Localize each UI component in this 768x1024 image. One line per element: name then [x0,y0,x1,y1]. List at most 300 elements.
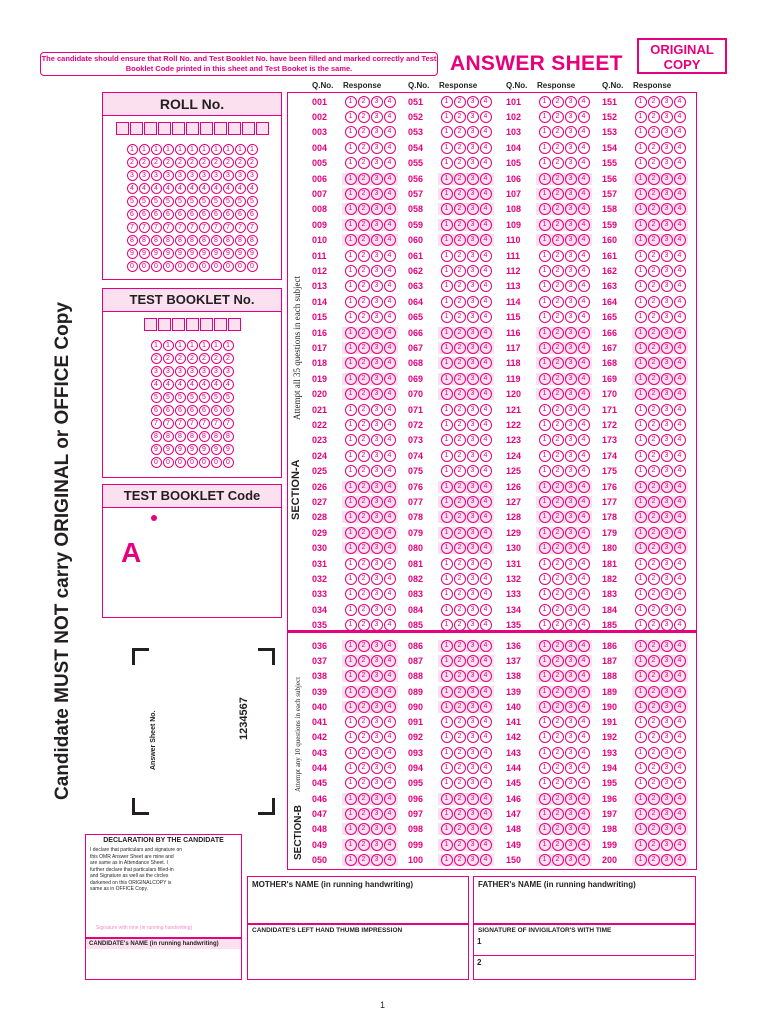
option-bubble[interactable]: 2 [454,573,466,585]
option-bubble[interactable]: 2 [648,126,660,138]
option-bubble[interactable]: 4 [384,573,396,585]
option-bubble[interactable]: 1 [635,670,647,682]
option-bubble[interactable]: 3 [371,527,383,539]
option-bubble[interactable]: 2 [454,265,466,277]
option-bubble[interactable]: 1 [539,465,551,477]
digit-bubble[interactable]: 0 [187,261,198,272]
digit-bubble[interactable]: 1 [187,340,198,351]
option-bubble[interactable]: 1 [635,640,647,652]
option-bubble[interactable]: 1 [345,823,357,835]
option-bubble[interactable]: 2 [552,655,564,667]
digit-bubble[interactable]: 6 [175,405,186,416]
option-bubble[interactable]: 1 [345,357,357,369]
option-bubble[interactable]: 4 [480,619,492,631]
option-bubble[interactable]: 3 [565,173,577,185]
option-bubble[interactable]: 2 [454,111,466,123]
option-bubble[interactable]: 2 [454,434,466,446]
option-bubble[interactable]: 3 [371,777,383,789]
option-bubble[interactable]: 3 [661,296,673,308]
option-bubble[interactable]: 3 [371,465,383,477]
option-bubble[interactable]: 4 [480,604,492,616]
option-bubble[interactable]: 4 [384,854,396,866]
write-in-box[interactable] [228,122,241,135]
option-bubble[interactable]: 3 [565,655,577,667]
option-bubble[interactable]: 2 [454,588,466,600]
option-bubble[interactable]: 2 [454,311,466,323]
digit-bubble[interactable]: 1 [151,340,162,351]
option-bubble[interactable]: 3 [661,126,673,138]
option-bubble[interactable]: 3 [371,793,383,805]
option-bubble[interactable]: 1 [441,588,453,600]
option-bubble[interactable]: 2 [454,808,466,820]
option-bubble[interactable]: 4 [578,357,590,369]
option-bubble[interactable]: 3 [661,173,673,185]
option-bubble[interactable]: 2 [358,573,370,585]
digit-bubble[interactable]: 1 [235,144,246,155]
option-bubble[interactable]: 1 [345,142,357,154]
option-bubble[interactable]: 2 [454,686,466,698]
option-bubble[interactable]: 3 [565,142,577,154]
option-bubble[interactable]: 2 [552,496,564,508]
write-in-box[interactable] [186,122,199,135]
digit-bubble[interactable]: 6 [151,209,162,220]
option-bubble[interactable]: 4 [384,527,396,539]
option-bubble[interactable]: 2 [552,511,564,523]
option-bubble[interactable]: 2 [552,126,564,138]
option-bubble[interactable]: 2 [552,604,564,616]
option-bubble[interactable]: 2 [358,434,370,446]
option-bubble[interactable]: 4 [480,126,492,138]
digit-bubble[interactable]: 6 [163,405,174,416]
digit-bubble[interactable]: 0 [151,261,162,272]
option-bubble[interactable]: 1 [539,250,551,262]
option-bubble[interactable]: 2 [358,619,370,631]
option-bubble[interactable]: 3 [661,839,673,851]
digit-bubble[interactable]: 6 [223,405,234,416]
option-bubble[interactable]: 2 [552,250,564,262]
option-bubble[interactable]: 4 [578,296,590,308]
option-bubble[interactable]: 3 [565,203,577,215]
option-bubble[interactable]: 4 [578,434,590,446]
option-bubble[interactable]: 2 [358,388,370,400]
digit-bubble[interactable]: 9 [163,248,174,259]
option-bubble[interactable]: 3 [371,96,383,108]
option-bubble[interactable]: 1 [539,203,551,215]
option-bubble[interactable]: 1 [441,280,453,292]
option-bubble[interactable]: 2 [552,747,564,759]
option-bubble[interactable]: 1 [539,188,551,200]
option-bubble[interactable]: 4 [384,373,396,385]
option-bubble[interactable]: 3 [371,157,383,169]
option-bubble[interactable]: 1 [345,558,357,570]
option-bubble[interactable]: 4 [384,670,396,682]
option-bubble[interactable]: 4 [674,747,686,759]
option-bubble[interactable]: 2 [358,126,370,138]
option-bubble[interactable]: 4 [384,701,396,713]
digit-bubble[interactable]: 2 [199,353,210,364]
option-bubble[interactable]: 3 [565,808,577,820]
option-bubble[interactable]: 3 [565,342,577,354]
option-bubble[interactable]: 3 [661,527,673,539]
option-bubble[interactable]: 4 [384,762,396,774]
option-bubble[interactable]: 2 [454,854,466,866]
option-bubble[interactable]: 3 [467,280,479,292]
option-bubble[interactable]: 3 [565,777,577,789]
option-bubble[interactable]: 3 [565,280,577,292]
option-bubble[interactable]: 2 [358,527,370,539]
option-bubble[interactable]: 4 [674,481,686,493]
option-bubble[interactable]: 3 [467,96,479,108]
digit-bubble[interactable]: 0 [175,261,186,272]
digit-bubble[interactable]: 7 [175,222,186,233]
option-bubble[interactable]: 4 [480,793,492,805]
option-bubble[interactable]: 1 [345,762,357,774]
option-bubble[interactable]: 4 [578,96,590,108]
option-bubble[interactable]: 2 [358,404,370,416]
option-bubble[interactable]: 3 [661,558,673,570]
option-bubble[interactable]: 1 [539,419,551,431]
digit-bubble[interactable]: 4 [175,379,186,390]
option-bubble[interactable]: 1 [635,716,647,728]
option-bubble[interactable]: 2 [552,481,564,493]
option-bubble[interactable]: 2 [358,701,370,713]
option-bubble[interactable]: 2 [552,823,564,835]
option-bubble[interactable]: 2 [552,619,564,631]
option-bubble[interactable]: 3 [467,342,479,354]
option-bubble[interactable]: 3 [565,234,577,246]
option-bubble[interactable]: 2 [552,808,564,820]
option-bubble[interactable]: 2 [454,823,466,835]
digit-bubble[interactable]: 9 [175,444,186,455]
option-bubble[interactable]: 1 [345,793,357,805]
option-bubble[interactable]: 3 [661,542,673,554]
option-bubble[interactable]: 3 [467,808,479,820]
option-bubble[interactable]: 2 [454,747,466,759]
option-bubble[interactable]: 4 [674,327,686,339]
digit-bubble[interactable]: 7 [199,222,210,233]
digit-bubble[interactable]: 1 [247,144,258,155]
option-bubble[interactable]: 1 [635,219,647,231]
option-bubble[interactable]: 3 [565,96,577,108]
invigilator-signature-box[interactable] [473,924,696,980]
option-bubble[interactable]: 3 [661,854,673,866]
option-bubble[interactable]: 4 [674,762,686,774]
digit-bubble[interactable]: 6 [211,405,222,416]
option-bubble[interactable]: 2 [648,173,660,185]
option-bubble[interactable]: 4 [674,640,686,652]
option-bubble[interactable]: 3 [661,419,673,431]
option-bubble[interactable]: 3 [371,373,383,385]
digit-bubble[interactable]: 0 [163,261,174,272]
digit-bubble[interactable]: 6 [187,405,198,416]
option-bubble[interactable]: 1 [345,203,357,215]
option-bubble[interactable]: 3 [565,573,577,585]
option-bubble[interactable]: 1 [539,839,551,851]
option-bubble[interactable]: 2 [358,296,370,308]
option-bubble[interactable]: 3 [371,604,383,616]
option-bubble[interactable]: 2 [648,777,660,789]
option-bubble[interactable]: 3 [371,234,383,246]
option-bubble[interactable]: 1 [635,157,647,169]
option-bubble[interactable]: 2 [358,280,370,292]
digit-bubble[interactable]: 1 [127,144,138,155]
option-bubble[interactable]: 1 [441,311,453,323]
option-bubble[interactable]: 2 [552,219,564,231]
option-bubble[interactable]: 3 [371,450,383,462]
option-bubble[interactable]: 2 [358,655,370,667]
option-bubble[interactable]: 2 [648,434,660,446]
option-bubble[interactable]: 1 [345,311,357,323]
option-bubble[interactable]: 2 [454,558,466,570]
option-bubble[interactable]: 2 [552,731,564,743]
option-bubble[interactable]: 2 [454,731,466,743]
option-bubble[interactable]: 3 [371,542,383,554]
option-bubble[interactable]: 4 [674,96,686,108]
option-bubble[interactable]: 3 [467,388,479,400]
option-bubble[interactable]: 1 [441,481,453,493]
digit-bubble[interactable]: 7 [187,222,198,233]
option-bubble[interactable]: 4 [384,823,396,835]
option-bubble[interactable]: 1 [635,142,647,154]
digit-bubble[interactable]: 1 [199,144,210,155]
option-bubble[interactable]: 3 [565,450,577,462]
option-bubble[interactable]: 1 [345,481,357,493]
option-bubble[interactable]: 1 [635,404,647,416]
option-bubble[interactable]: 3 [565,388,577,400]
option-bubble[interactable]: 3 [371,250,383,262]
option-bubble[interactable]: 3 [565,619,577,631]
option-bubble[interactable]: 4 [384,327,396,339]
option-bubble[interactable]: 2 [648,747,660,759]
option-bubble[interactable]: 3 [467,604,479,616]
option-bubble[interactable]: 3 [371,265,383,277]
option-bubble[interactable]: 3 [467,716,479,728]
option-bubble[interactable]: 4 [480,265,492,277]
digit-bubble[interactable]: 2 [151,157,162,168]
option-bubble[interactable]: 1 [539,404,551,416]
digit-bubble[interactable]: 8 [139,235,150,246]
option-bubble[interactable]: 3 [565,496,577,508]
option-bubble[interactable]: 4 [384,126,396,138]
option-bubble[interactable]: 2 [552,373,564,385]
option-bubble[interactable]: 3 [467,373,479,385]
option-bubble[interactable]: 3 [661,762,673,774]
option-bubble[interactable]: 4 [674,496,686,508]
option-bubble[interactable]: 2 [358,640,370,652]
option-bubble[interactable]: 1 [345,839,357,851]
option-bubble[interactable]: 4 [480,250,492,262]
option-bubble[interactable]: 4 [674,573,686,585]
option-bubble[interactable]: 2 [358,604,370,616]
digit-bubble[interactable]: 9 [163,444,174,455]
option-bubble[interactable]: 4 [480,527,492,539]
option-bubble[interactable]: 1 [441,157,453,169]
option-bubble[interactable]: 3 [661,250,673,262]
option-bubble[interactable]: 3 [467,511,479,523]
digit-bubble[interactable]: 1 [187,144,198,155]
option-bubble[interactable]: 3 [467,793,479,805]
digit-bubble[interactable]: 7 [139,222,150,233]
option-bubble[interactable]: 2 [358,731,370,743]
option-bubble[interactable]: 4 [578,701,590,713]
option-bubble[interactable]: 3 [661,203,673,215]
option-bubble[interactable]: 1 [539,96,551,108]
digit-bubble[interactable]: 7 [247,222,258,233]
digit-bubble[interactable]: 5 [187,196,198,207]
digit-bubble[interactable]: 0 [151,457,162,468]
option-bubble[interactable]: 2 [648,404,660,416]
option-bubble[interactable]: 4 [480,219,492,231]
option-bubble[interactable]: 2 [552,686,564,698]
option-bubble[interactable]: 2 [454,450,466,462]
option-bubble[interactable]: 4 [578,793,590,805]
option-bubble[interactable]: 2 [552,793,564,805]
option-bubble[interactable]: 2 [552,527,564,539]
option-bubble[interactable]: 1 [345,747,357,759]
option-bubble[interactable]: 4 [674,511,686,523]
option-bubble[interactable]: 3 [371,111,383,123]
option-bubble[interactable]: 3 [467,762,479,774]
option-bubble[interactable]: 3 [371,434,383,446]
option-bubble[interactable]: 2 [552,465,564,477]
option-bubble[interactable]: 3 [661,388,673,400]
option-bubble[interactable]: 1 [345,496,357,508]
option-bubble[interactable]: 4 [674,777,686,789]
option-bubble[interactable]: 3 [371,588,383,600]
option-bubble[interactable]: 2 [648,465,660,477]
digit-bubble[interactable]: 5 [163,196,174,207]
option-bubble[interactable]: 1 [345,434,357,446]
option-bubble[interactable]: 2 [552,450,564,462]
digit-bubble[interactable]: 9 [223,248,234,259]
digit-bubble[interactable]: 4 [199,379,210,390]
digit-bubble[interactable]: 4 [163,183,174,194]
option-bubble[interactable]: 1 [345,619,357,631]
option-bubble[interactable]: 1 [441,701,453,713]
option-bubble[interactable]: 2 [648,823,660,835]
digit-bubble[interactable]: 3 [175,170,186,181]
option-bubble[interactable]: 3 [467,854,479,866]
option-bubble[interactable]: 1 [441,142,453,154]
option-bubble[interactable]: 4 [384,280,396,292]
option-bubble[interactable]: 1 [441,465,453,477]
write-in-box[interactable] [172,318,185,331]
option-bubble[interactable]: 3 [661,793,673,805]
digit-bubble[interactable]: 9 [211,444,222,455]
option-bubble[interactable]: 4 [578,265,590,277]
option-bubble[interactable]: 1 [441,496,453,508]
option-bubble[interactable]: 4 [384,511,396,523]
option-bubble[interactable]: 2 [454,619,466,631]
option-bubble[interactable]: 1 [635,434,647,446]
digit-bubble[interactable]: 4 [187,183,198,194]
option-bubble[interactable]: 4 [384,219,396,231]
option-bubble[interactable]: 4 [384,558,396,570]
option-bubble[interactable]: 3 [371,854,383,866]
digit-bubble[interactable]: 8 [199,235,210,246]
option-bubble[interactable]: 4 [480,655,492,667]
option-bubble[interactable]: 2 [552,388,564,400]
option-bubble[interactable]: 3 [467,686,479,698]
digit-bubble[interactable]: 9 [139,248,150,259]
option-bubble[interactable]: 3 [565,157,577,169]
digit-bubble[interactable]: 8 [223,431,234,442]
digit-bubble[interactable]: 2 [199,157,210,168]
option-bubble[interactable]: 1 [441,762,453,774]
option-bubble[interactable]: 4 [578,670,590,682]
digit-bubble[interactable]: 7 [187,418,198,429]
option-bubble[interactable]: 4 [480,280,492,292]
digit-bubble[interactable]: 2 [127,157,138,168]
option-bubble[interactable]: 1 [441,808,453,820]
option-bubble[interactable]: 4 [578,640,590,652]
digit-bubble[interactable]: 4 [139,183,150,194]
option-bubble[interactable]: 2 [552,777,564,789]
option-bubble[interactable]: 3 [467,839,479,851]
option-bubble[interactable]: 1 [635,357,647,369]
digit-bubble[interactable]: 3 [211,170,222,181]
option-bubble[interactable]: 3 [565,542,577,554]
digit-bubble[interactable]: 2 [163,157,174,168]
option-bubble[interactable]: 1 [539,280,551,292]
option-bubble[interactable]: 1 [345,265,357,277]
digit-bubble[interactable]: 7 [163,222,174,233]
option-bubble[interactable]: 4 [480,96,492,108]
option-bubble[interactable]: 2 [552,701,564,713]
digit-bubble[interactable]: 6 [187,209,198,220]
option-bubble[interactable]: 3 [467,219,479,231]
option-bubble[interactable]: 2 [648,558,660,570]
option-bubble[interactable]: 1 [345,450,357,462]
digit-bubble[interactable]: 2 [163,353,174,364]
option-bubble[interactable]: 2 [358,419,370,431]
option-bubble[interactable]: 3 [661,434,673,446]
option-bubble[interactable]: 4 [674,823,686,835]
option-bubble[interactable]: 3 [467,701,479,713]
option-bubble[interactable]: 3 [467,157,479,169]
write-in-box[interactable] [158,318,171,331]
option-bubble[interactable]: 1 [441,823,453,835]
digit-bubble[interactable]: 4 [211,183,222,194]
option-bubble[interactable]: 2 [648,496,660,508]
option-bubble[interactable]: 3 [371,342,383,354]
option-bubble[interactable]: 4 [674,342,686,354]
option-bubble[interactable]: 2 [648,481,660,493]
digit-bubble[interactable]: 2 [223,157,234,168]
digit-bubble[interactable]: 9 [247,248,258,259]
option-bubble[interactable]: 3 [661,404,673,416]
option-bubble[interactable]: 3 [565,373,577,385]
option-bubble[interactable]: 2 [454,157,466,169]
digit-bubble[interactable]: 5 [199,196,210,207]
digit-bubble[interactable]: 2 [175,353,186,364]
option-bubble[interactable]: 4 [674,655,686,667]
option-bubble[interactable]: 4 [384,619,396,631]
option-bubble[interactable]: 2 [648,419,660,431]
option-bubble[interactable]: 1 [345,111,357,123]
option-bubble[interactable]: 4 [674,604,686,616]
option-bubble[interactable]: 3 [661,686,673,698]
option-bubble[interactable]: 1 [539,111,551,123]
option-bubble[interactable]: 2 [648,111,660,123]
option-bubble[interactable]: 1 [441,188,453,200]
option-bubble[interactable]: 3 [467,542,479,554]
digit-bubble[interactable]: 4 [223,379,234,390]
option-bubble[interactable]: 1 [441,854,453,866]
option-bubble[interactable]: 3 [661,157,673,169]
option-bubble[interactable]: 1 [441,640,453,652]
option-bubble[interactable]: 2 [552,434,564,446]
